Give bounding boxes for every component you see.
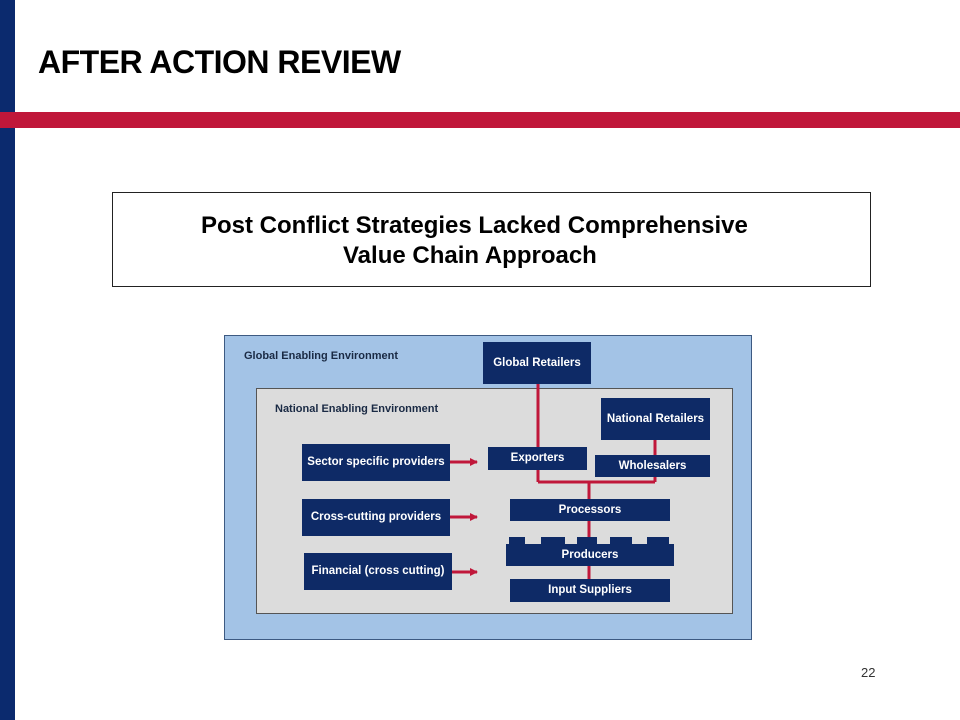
national-environment-label: National Enabling Environment xyxy=(275,403,439,415)
node-cross-cutting-providers: Cross-cutting providers xyxy=(302,499,450,536)
node-exporters: Exporters xyxy=(488,447,587,470)
node-wholesalers: Wholesalers xyxy=(595,455,710,477)
headline-line-1: Post Conflict Strategies Lacked Comprehensive xyxy=(201,212,748,239)
page-number: 22 xyxy=(861,665,876,680)
node-producers: Producers xyxy=(506,544,674,566)
slide-title: AFTER ACTION REVIEW xyxy=(38,44,401,80)
node-global-retailers: Global Retailers xyxy=(483,342,591,384)
global-environment-label: Global Enabling Environment xyxy=(244,350,399,362)
node-sector-specific-providers: Sector specific providers xyxy=(302,444,450,481)
node-national-retailers: National Retailers xyxy=(601,398,710,440)
node-input-suppliers: Input Suppliers xyxy=(510,579,670,602)
headline-line-2: Value Chain Approach xyxy=(343,242,597,269)
node-financial-cross-cutting: Financial (cross cutting) xyxy=(304,553,452,590)
node-processors: Processors xyxy=(510,499,670,521)
